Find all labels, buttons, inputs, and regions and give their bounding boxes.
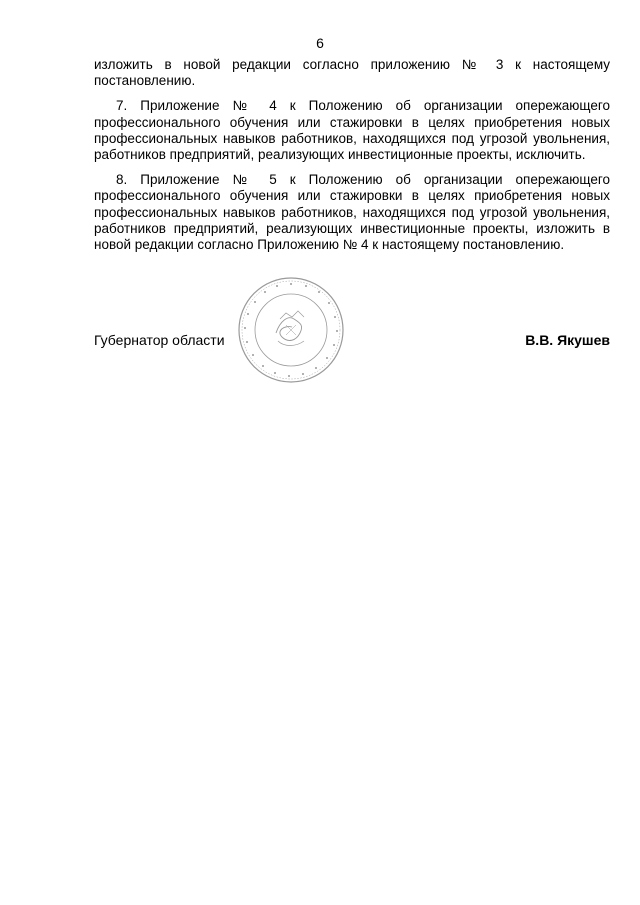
document-body — [94, 57, 610, 253]
page-number: 6 — [316, 35, 324, 51]
signer-title: Губернатор области — [94, 332, 225, 348]
official-seal-stamp — [236, 275, 346, 385]
signer-name: В.В. Якушев — [525, 332, 610, 348]
paragraph-item-8: 8. Приложение № 5 к Положению об организации опережающего профессионального обучения или стажировки в целях приобретения новых профессиональных навыков работников, находящихся под угрозой увольнения, работников предприятий, реализующих инвестиционные проекты, изложить в новой редакции согласно Приложению № 4 к настоящему постановлению. — [94, 172, 610, 253]
paragraph-item-7: 7. Приложение № 4 к Положению об организации опережающего профессионального обучения или стажировки в целях приобретения новых профессиональных навыков работников, находящихся под угрозой увольнения, работников предприятий, реализующих инвестиционные проекты, исключить. — [94, 98, 610, 163]
signature-block — [94, 331, 610, 351]
paragraph-continuation: изложить в новой редакции согласно приложению № 3 к настоящему постановлению. — [94, 57, 610, 89]
